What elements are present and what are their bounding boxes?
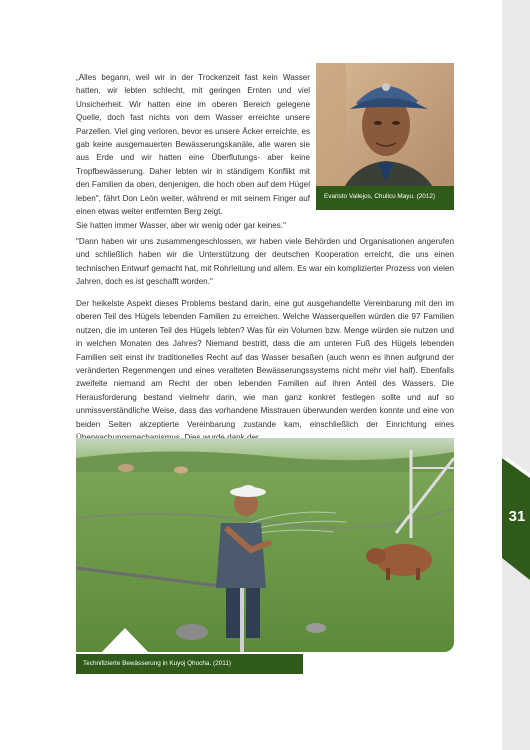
side-strip bbox=[502, 0, 530, 750]
paragraph-quote-end: Sie hatten immer Wasser, aber wir wenig oder gar keines." bbox=[76, 221, 286, 230]
portrait-caption: Evaristo Vallejos, Chullcu Mayu. (2012) bbox=[324, 193, 436, 200]
photo-decorative-triangle bbox=[100, 628, 150, 654]
photo-caption-bar bbox=[76, 654, 303, 674]
paragraph-cooperation: "Dann haben wir uns zusammengeschlossen, wir haben viele Behörden und Organisationen angerufen und schließlich haben wir die Unterstützung der deutschen Kooperation erreicht, die uns einen technischen Entwurf gemacht hat, mit Rohrleitung und allem. Es war ein komplizierter Prozess von vielen Jahren, doch es ist geschafft worden." bbox=[76, 237, 454, 287]
paragraph-quote-intro: „Alles begann, weil wir in der Trockenzeit fast kein Wasser hatten, wir lebten schlecht, mit geringen Ernten und viel Unsicherheit. Wir hatten eine im oberen Bereich gelegene Quelle, doch fast nichts von dem Wasser erreichte unsere Parzellen. Viel ging verloren, bevor es unsere Äcker erreichte, es gab keine ausgemauerten Bewässerungskanäle, alle waren sie aus Erde und wir hatten eine Überflutungs- aber keine Tropfbewässerung. Daher lebten wir in ständigem Konflikt mit den Familien da oben, denjenigen, die hoch oben auf dem Hügel leben", fährt Don León weiter, während er mit seinem Finger auf einen etwas weiter entfernten Berg zeigt. bbox=[76, 73, 310, 217]
photo-caption: Technifizierte Bewässerung in Kuyoj Qhocha. (2011) bbox=[83, 660, 232, 667]
portrait-caption-bar bbox=[316, 186, 454, 210]
paragraph-agreement: Der heikelste Aspekt dieses Problems bestand darin, eine gut ausgehandelte Vereinbarung mit den im oberen Teil des Hügels lebenden Familien zu erreichen. Welche Wasserquellen würden die 97 Familien nutzen, die im unteren Teil des Hügels lebten? Was für ein Volumen bzw. Menge würden sie nutzen und in welchen Monaten des Jahres? Niemand bestritt, dass die am unteren Fuß des Hügels lebenden Familien seit einst ihr traditionelles Recht auf das Wasser besaßen (auch wenn es ihnen aufgrund der veränderten Regenmengen und eines veralteten Bewässerungssystems nicht mehr viel half). Ebenfalls zweifelte niemand am Recht der oben lebenden Familien auf ihren Anteil des Wassers. Die Herausforderung bestand vielmehr darin, wie man ganz konkret festlegen sollte und auf so unmissverständliche Weise, dass das vorhandene Misstrauen überwunden werden konnte und eine von beiden Seiten akzeptierte Vereinbarung zustande kam, einschließlich der Einrichtung eines bbox=[76, 299, 454, 429]
irrigation-photo bbox=[76, 438, 454, 652]
page-number: 31 bbox=[508, 508, 526, 525]
